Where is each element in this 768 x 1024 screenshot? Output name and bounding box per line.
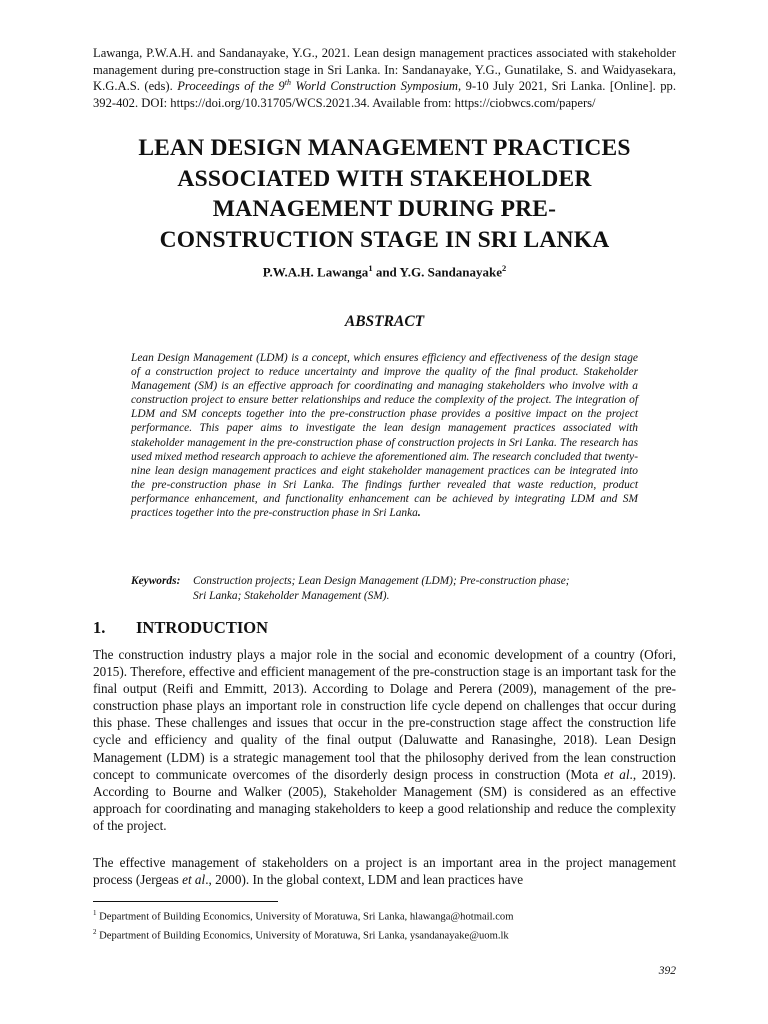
- citation-header: [93, 45, 676, 111]
- paragraph-1-al: al: [619, 766, 630, 782]
- title-line-4: CONSTRUCTION STAGE IN SRI LANKA: [159, 226, 610, 253]
- paragraph-1-et: et: [603, 766, 614, 782]
- section-number: 1.: [93, 618, 106, 637]
- proceedings-superscript: th: [284, 77, 291, 87]
- proceedings-pre: Proceedings of the 9: [177, 79, 285, 93]
- section-heading-introduction: [93, 618, 676, 638]
- author-list: [93, 263, 676, 280]
- author-2: Y.G. Sandanayake: [399, 264, 503, 280]
- paragraph-1-text-b: ., 2019). According to Bourne and Walker (2005), Stakeholder Management (SM) is considered as an effective approach for coordinating and managing stakeholders to keep a good relationship and reduce the complexity of the project.: [93, 766, 676, 833]
- footnote-1-mark: 1: [93, 909, 97, 917]
- footnote-divider: [93, 901, 278, 902]
- paragraph-1: [93, 646, 676, 834]
- footnote-1-text: Department of Building Economics, University of Moratuwa, Sri Lanka, hlawanga@hotmail.com: [96, 911, 514, 923]
- title-line-3: MANAGEMENT DURING PRE-: [212, 196, 557, 222]
- abstract-heading: ABSTRACT: [344, 313, 425, 330]
- keywords-line-1: Construction projects; Lean Design Management (LDM); Pre-construction phase;: [193, 575, 570, 587]
- paper-title: [93, 133, 676, 255]
- author-2-affiliation-mark: 2: [502, 263, 507, 273]
- title-line-2: ASSOCIATED WITH STAKEHOLDER: [177, 165, 592, 192]
- paragraph-2: [93, 854, 676, 888]
- title-line-1: LEAN DESIGN MANAGEMENT PRACTICES: [138, 135, 631, 161]
- page-number: 392: [658, 965, 676, 977]
- abstract-text: Lean Design Management (LDM) is a concept, which ensures efficiency and effectiveness of the design stage of a construction project to reduce uncertainty and improve the quality of the final product. Stakeholder Management (SM) is an effective approach for coordinating and managing stakeholders who involve with a construction project to ensure better relationships and reduce the complexity of the project. The integration of LDM and SM concepts together into the pre-construction phase provides a positive impact on the project performance. This paper aims to investigate the lean design management practices associated with stakeholder management in the pre-construction phase of construction projects in Sri Lanka. The research has used mixed method research approach to achieve the aforementioned aim. The research concluded that twenty-nine lean design management practices and eight stakeholder management practices can be integrated into the pre-construction phase in Sri Lanka. The findings further revealed that waste reduction, product performance enhancement, and functionality enhancement can be achieved by integrating LDM and SM practices together into the pre-construction phase in Sri Lanka: [131, 352, 638, 520]
- paragraph-1-text-a: The construction industry plays a major role in the social and economic development of a country (Ofori, 2015). Therefore, effective and efficient management of the pre-construction stage is an important task for the final output (Reifi and Emmitt, 2013). According to Dolage and Perera (2009), management of the pre-construction phase plays an important role in construction life cycle depend on challenges that occur during this phase. These challenges and issues that occur in the pre-construction stage affect the construction life cycle and efficiency and quality of the final output (Daluwatte and Ranasinghe, 2018). Lean Design Management (LDM) is a strategic management tool that the philosophy derived from the lean construction concept to communicate overcomes of the disorderly design process in construction (Mota: [93, 647, 676, 782]
- author-joiner: and: [372, 264, 400, 280]
- author-1: P.W.A.H. Lawanga: [262, 264, 369, 280]
- footnotes: [93, 906, 676, 943]
- citation-text: Lawanga, P.W.A.H. and Sandanayake, Y.G., 2021. Lean design management practices associated with stakeholder management during pre-construction stage in Sri Lanka. In: Sandanayake, Y.G., Gunatilake, S. and Waidyasekara, K.G.A.S. (eds).: [93, 46, 676, 93]
- keywords-label: Keywords:: [131, 575, 181, 587]
- section-title: INTRODUCTION: [136, 618, 269, 637]
- keywords: [131, 574, 651, 604]
- keywords-line-2: Sri Lanka; Stakeholder Management (SM).: [193, 590, 390, 602]
- citation-details: , 9-10 July 2021, Sri Lanka. [Online]. pp. 392-402. DOI: https://doi.org/10.31705/WCS.2021.34. Available from: https://ciobwcs.com/papers/: [93, 79, 676, 110]
- author-1-affiliation-mark: 1: [368, 263, 373, 273]
- footnote-2: [93, 925, 676, 944]
- abstract-body: [131, 351, 638, 520]
- footnote-2-mark: 2: [93, 927, 97, 936]
- proceedings-post: World Construction Symposium: [290, 79, 458, 93]
- abstract-end-mark: .: [417, 507, 421, 520]
- paragraph-2-et-al: et al: [182, 872, 206, 888]
- paragraph-2-text-a: The effective management of stakeholders on a project is an important area in the project management process (Jergeas: [93, 855, 676, 888]
- proceedings-title: [177, 79, 458, 93]
- footnote-2-text: Department of Building Economics, University of Moratuwa, Sri Lanka, ysandanayake@uom.lk: [96, 930, 509, 942]
- paragraph-2-text-b: ., 2000). In the global context, LDM and lean practices have: [205, 872, 524, 888]
- footnote-1: [93, 906, 676, 925]
